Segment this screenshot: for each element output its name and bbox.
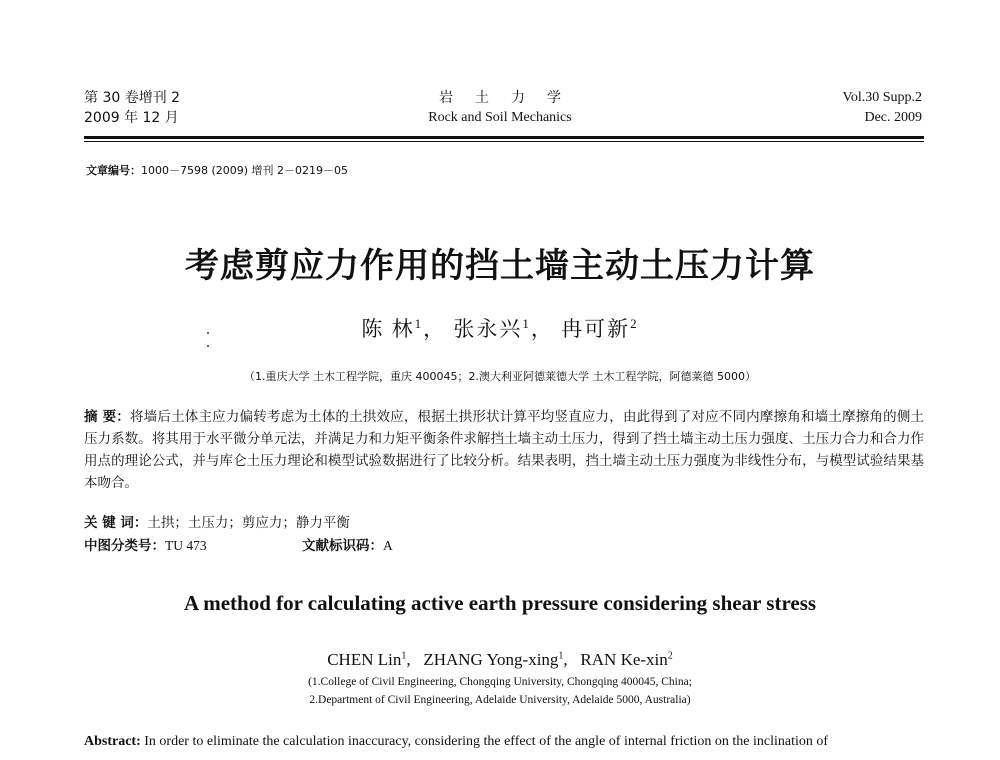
author-cn-1: 陈 林 [361, 317, 415, 341]
paper-title-en: A method for calculating active earth pressure considering shear stress [183, 591, 817, 615]
author-separator: ， [423, 317, 447, 341]
abstract-en-text: In order to eliminate the calculation inaccuracy, considering the effect of the angle of internal friction on the inclination of [140, 734, 829, 749]
affiliation-en-1: (1.College of Civil Engineering, Chongqing University, Chongqing 400045, China; [308, 676, 692, 688]
date-en: Dec. 2009 [864, 110, 922, 125]
document-code-value: A [383, 538, 393, 553]
article-number [86, 162, 348, 178]
scan-speck [207, 345, 209, 347]
document-code [302, 534, 393, 554]
abstract-cn-text: 将墙后土体主应力偏转考虑为土体的土拱效应，根据土拱形状计算平均竖直应力，由此得到了对应不同内摩擦角和墙土摩擦角的侧土压力系数。将其用于水平微分单元法，并满足力和力矩平衡条件求解挡土墙主动土压力，得到了挡土墙主动土压力强度、土压力合力和合力作用点的理论公式，并与库仑土压力理论和模型试验数据进行了比较分析。结果表明，挡土墙主动土压力强度为非线性分布，与模型试验结果基本吻合。 [84, 409, 925, 491]
volume-issue-cn: 第 30 卷增刊 2 [84, 90, 181, 106]
author-en-1-affil: 1 [401, 650, 407, 662]
author-en-3-affil: 2 [667, 650, 673, 662]
journal-volume-info [843, 88, 922, 128]
document-code-label: 文献标识码： [302, 538, 383, 554]
header-rule-thick [84, 136, 924, 139]
authors-cn [0, 313, 1000, 343]
author-cn-3: 冉可新 [561, 317, 631, 341]
abstract-cn [84, 406, 924, 494]
header-rule-thin [84, 141, 924, 142]
keywords-cn-label: 关 键 词： [84, 515, 148, 531]
journal-name-en: Rock and Soil Mechanics [428, 110, 572, 125]
keywords-cn-text: 土拱；土压力；剪应力；静力平衡 [147, 515, 350, 531]
keywords-cn [84, 511, 350, 531]
author-en-3: RAN Ke-xin [580, 650, 668, 669]
author-en-1: CHEN Lin [327, 650, 402, 669]
volume-issue-en: Vol.30 Supp.2 [842, 90, 922, 105]
affiliation-en-2: 2.Department of Civil Engineering, Adelaide University, Adelaide 5000, Australia) [309, 694, 691, 706]
article-number-label: 文章编号： [86, 164, 141, 177]
author-separator: , [406, 650, 424, 669]
abstract-cn-label: 摘 要： [84, 409, 130, 425]
author-cn-3-affil: 2 [630, 316, 639, 331]
paper-title-cn: 考虑剪应力作用的挡土墙主动土压力计算 [185, 246, 815, 286]
author-separator: ， [530, 317, 554, 341]
author-en-2: ZHANG Yong-xing [423, 650, 559, 669]
date-cn: 2009 年 12 月 [84, 110, 179, 126]
clc-number [84, 534, 207, 554]
abstract-en [84, 734, 934, 750]
author-separator: , [563, 650, 581, 669]
article-number-value: 1000－7598 (2009) 增刊 2－0219－05 [141, 164, 349, 177]
abstract-en-label: Abstract: [84, 734, 141, 749]
clc-label: 中图分类号： [84, 538, 165, 554]
author-cn-1-affil: 1 [414, 316, 424, 331]
scan-speck [207, 332, 209, 334]
affiliation-cn: （1.重庆大学 土木工程学院，重庆 400045；2.澳大利亚阿德莱德大学 土木工程学院，阿德莱德 5000） [244, 370, 756, 383]
journal-name-cn: 岩土力学 [439, 90, 583, 106]
clc-value: TU 473 [165, 538, 207, 553]
authors-en [0, 650, 1000, 670]
author-cn-2: 张永兴 [453, 317, 523, 341]
author-en-2-affil: 1 [558, 650, 564, 662]
author-cn-2-affil: 1 [522, 316, 531, 331]
